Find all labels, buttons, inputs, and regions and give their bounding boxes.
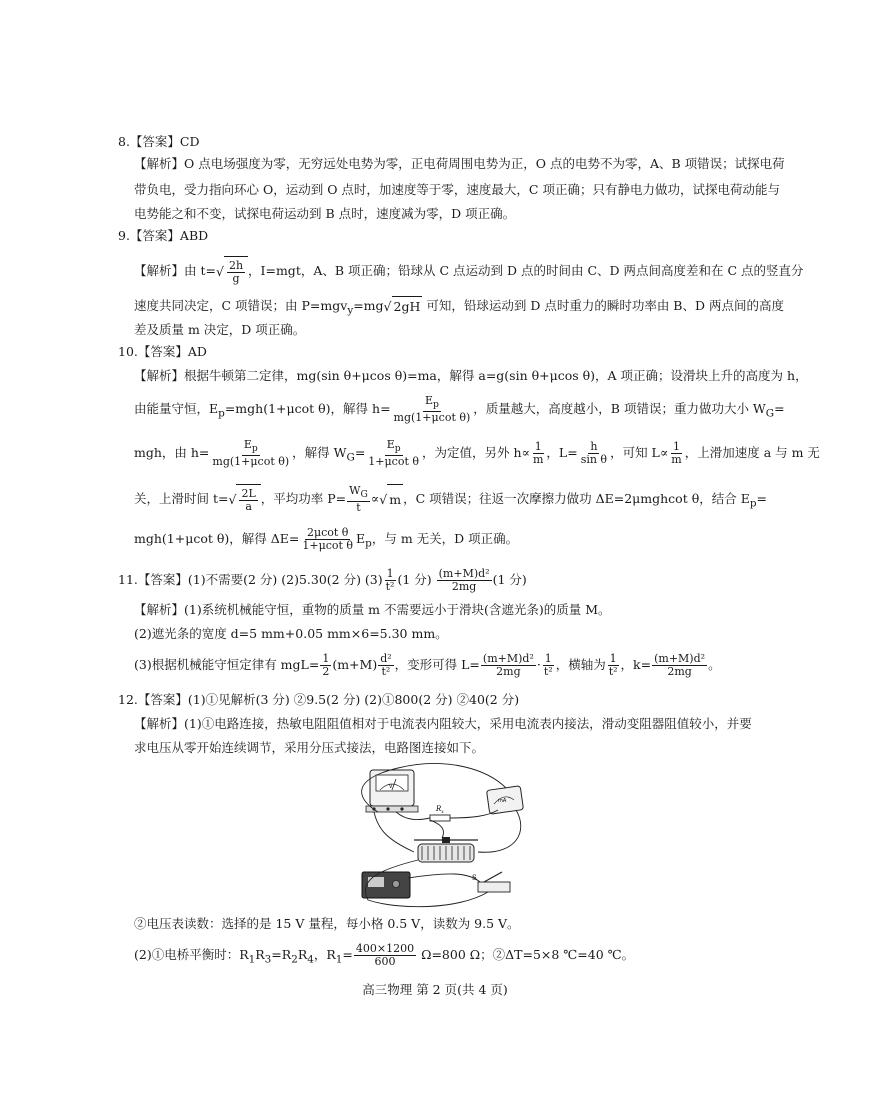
q8-explain-line3: 电势能之和不变，试探电荷运动到 B 点时，速度减为零，D 项正确。 [134,206,516,221]
q10-answer: 10.【答案】AD [118,344,207,359]
q11-explain-line3: (3)根据机械能守恒定律有 mgL= $\frac{1}{2}$ (m+M) $\frac{\text{d²}}{\text{t²}}$ ，变形可得 L= $\frac{\text{(m+M)d²}}{2mg}$ · $\frac{1}{\text{t²}}$ ，横轴为 $\frac{1}{\text{t²}}$ ，k= $\frac{\text{(m+M)d²}}{2mg}$ 。 [134,652,721,678]
q10-explain-line4: 关，上滑时间 t=√ $\frac{2L}{a}$ ，平均功率 P= $\frac{W_G}{t}$ ∝√ m ，C 项错误；往返一次摩擦力做功 ΔE=2μmghcot θ，结合 $E_p=$ [134,483,767,515]
svg-text:Rx: $R_x$ [436,805,444,815]
q12-explain-line3: ②电压表读数：选择的是 15 V 量程，每小格 0.5 V，读数为 9.5 V。 [134,916,520,931]
circuit-diagram [338,760,528,910]
svg-text:mA: mA [498,798,507,804]
q12-explain-line1: 【解析】(1)①电路连接，热敏电阻阻值相对于电流表内阻较大，采用电流表内接法，滑动变阻器阻值较小，并要 [134,716,752,731]
q11-answer: 11.【答案】(1)不需要(2 分) (2)5.30(2 分) (3) $\frac{1}{\text{t²}}$ (1 分) $\frac{\text{(m+M)d²}}{2mg}$ (1 分) [118,567,527,593]
switch-icon [472,872,510,892]
page-footer: 高三物理 第 2 页(共 4 页) [362,982,508,997]
svg-text:V: V [389,784,393,790]
q12-explain-line2: 求电压从零开始连续调节，采用分压式接法，电路图连接如下。 [134,740,485,755]
q11-explain-line1: 【解析】(1)系统机械能守恒，重物的质量 m 不需要远小于滑块(含遮光条)的质量 M。 [134,602,611,617]
q9-explain-line3: 差及质量 m 决定，D 项正确。 [134,322,306,337]
q10-explain-line1: 【解析】根据牛顿第二定律，mg(sin θ+μcos θ)=ma，解得 a=g(sin θ+μcos θ)，A 项正确；设滑块上升的高度为 h， [134,368,808,383]
milliammeter-icon [486,786,523,814]
q10-explain-line2: 由能量守恒，$E_p=mgh(1+\mu\cot$ θ)，解得 h= $\frac{E_p}{\text{mg(1+μcot θ)}}$ ，质量越大，高度越小，B 项错误；重力做功大小 $W_G=$ [134,393,785,425]
q9-answer: 9.【答案】ABD [118,228,209,243]
q12-explain-line4: (2)①电桥平衡时：$R_1R_3=R_2R_4$，$R_1=$ $\frac{400\times 1200}{600}$ Ω=800 Ω；②ΔT=5×8 ℃=40 ℃。 [134,942,635,968]
power-supply-icon [362,872,410,898]
q8-answer: 8.【答案】CD [118,134,200,149]
q9-explain-line2: 速度共同决定，C 项错误；由 P=mgv$_y$=mg√ 2gH 可知，铅球运动到 D 点时重力的瞬时功率由 B、D 两点间的高度 [134,298,784,317]
q10-explain-line5: mgh(1+μcot θ)，解得 ΔE= $\frac{\text{2μcot θ}}{\text{1+μcot θ}}$ $E_p$，与 m 无关，D 项正确。 [134,526,519,552]
resistor-rx-icon [430,805,450,821]
svg-text:S: S [472,874,477,882]
rheostat-icon [414,837,478,862]
q12-answer: 12.【答案】(1)①见解析(3 分) ②9.5(2 分) (2)①800(2 分) ②40(2 分) [118,692,520,707]
q8-explain-line2: 带负电，受力指向环心 O，运动到 O 点时，加速度等于零，速度最大，C 项正确；只有静电力做功，试探电荷动能与 [134,182,780,197]
q8-explain-line1: 【解析】O 点电场强度为零，无穷远处电势为零，正电荷周围电势为正，O 点的电势不为零，A、B 项错误；试探电荷 [134,156,785,171]
q10-explain-line3: mgh，由 h= $\frac{E_p}{\text{mg(1+μcot θ)}}$ ，解得 $W_G=$ $\frac{E_p}{\text{1+μcot θ}}$ ，为定值，另外 h∝ $\frac{1}{m}$ ，L= $\frac{h}{\text{sin θ}}$ ，可知 L∝ $\frac{1}{m}$ ，上滑加速度 a 与 m 无 [134,437,820,469]
q11-explain-line2: (2)遮光条的宽度 d=5 mm+0.05 mm×6=5.30 mm。 [134,626,448,641]
q9-explain-line1: 【解析】由 t=√ $\frac{2h}{g}$ ，I=mgt，A、B 项正确；铅球从 C 点运动到 D 点的时间由 C、D 两点间高度差和在 C 点的竖直分 [134,256,804,287]
